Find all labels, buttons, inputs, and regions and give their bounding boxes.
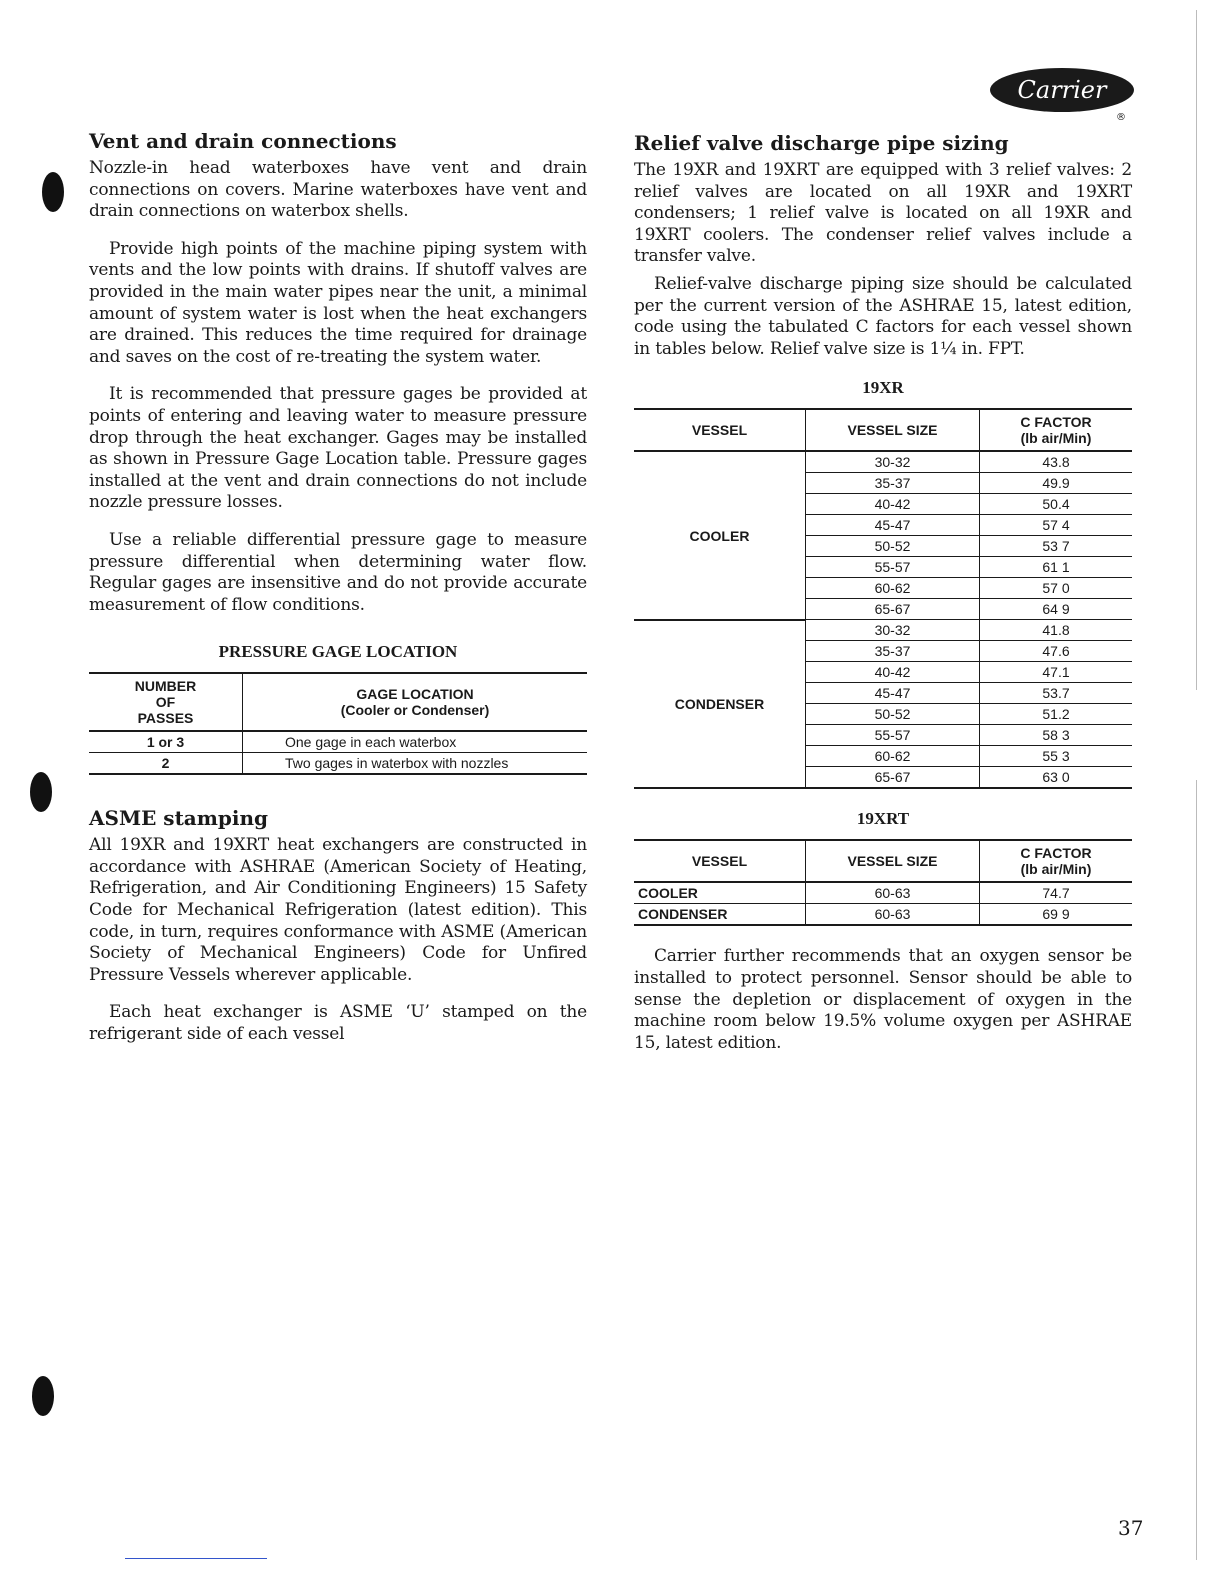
gage-table-header-passes: NUMBER OF PASSES (89, 673, 243, 731)
location-cell: Two gages in waterbox with nozzles (243, 753, 588, 775)
c-factor-cell: 43.8 (980, 451, 1133, 473)
size-cell: 45-47 (806, 683, 980, 704)
size-cell: 60-62 (806, 746, 980, 767)
size-cell: 40-42 (806, 662, 980, 683)
vessel-cell: COOLER (634, 882, 806, 904)
c-factor-cell: 49.9 (980, 473, 1133, 494)
page-number: 37 (1118, 1516, 1144, 1540)
binder-hole-top (42, 172, 64, 212)
binder-hole-bottom (32, 1376, 54, 1416)
relief-paragraph-2: Relief-valve discharge piping size should be calculated per the current version of the ASHRAE 15, latest edition, code using the tabulated C factors for each vessel shown in tables below. Relief valve size is 1¼ in. FPT. (634, 273, 1132, 359)
table-row (634, 904, 1132, 926)
passes-cell: 2 (89, 753, 243, 775)
left-column (89, 128, 587, 1062)
table-row (634, 451, 1132, 473)
c-factor-cell: 47.6 (980, 641, 1133, 662)
size-cell: 55-57 (806, 725, 980, 746)
header-c-factor: C FACTOR (lb air/Min) (980, 840, 1133, 882)
page-edge-line (1196, 10, 1197, 690)
table-19xr-title: 19XR (862, 378, 904, 398)
size-cell: 60-63 (806, 882, 980, 904)
vent-paragraph-2: Provide high points of the machine piping system with vents and the low points with drains. If shutoff valves are provided in the main water pipes near the unit, a minimal amount of system water is lost when the heat exchangers are drained. This reduces the time required for drainage and saves on the cost of re-treating the system water. (89, 238, 587, 367)
size-cell: 35-37 (806, 473, 980, 494)
table-row (634, 620, 1132, 641)
size-cell: 45-47 (806, 515, 980, 536)
vent-paragraph-3: It is recommended that pressure gages be provided at points of entering and leaving water to measure pressure drop through the heat exchanger. Gages may be installed as shown in Pressure Gage Location table. Pressure gages installed at the vent and drain connections do not include nozzle pressure losses. (89, 384, 587, 513)
size-cell: 35-37 (806, 641, 980, 662)
c-factor-cell: 57 0 (980, 578, 1133, 599)
cooler-vessel-cell: COOLER (634, 451, 806, 620)
header-vessel: VESSEL (634, 840, 806, 882)
binder-hole-middle (30, 772, 52, 812)
table-19xr (634, 408, 1132, 789)
bottom-rule (125, 1558, 267, 1559)
gage-table-title: PRESSURE GAGE LOCATION (218, 642, 458, 662)
c-factor-cell: 41.8 (980, 620, 1133, 641)
c-factor-cell: 47.1 (980, 662, 1133, 683)
size-cell: 65-67 (806, 767, 980, 789)
location-cell: One gage in each waterbox (243, 731, 588, 753)
size-cell: 50-52 (806, 536, 980, 557)
logo-text: Carrier (1017, 76, 1107, 104)
passes-cell: 1 or 3 (89, 731, 243, 753)
vent-paragraph-1: Nozzle-in head waterboxes have vent and drain connections on covers. Marine waterboxes have vent and drain connections on waterbox shells. (89, 158, 587, 222)
c-factor-cell: 64 9 (980, 599, 1133, 620)
c-factor-cell: 58 3 (980, 725, 1133, 746)
size-cell: 60-63 (806, 904, 980, 926)
size-cell: 60-62 (806, 578, 980, 599)
size-cell: 55-57 (806, 557, 980, 578)
c-factor-cell: 61 1 (980, 557, 1133, 578)
asme-heading: ASME stamping (89, 806, 269, 831)
size-cell: 40-42 (806, 494, 980, 515)
size-cell: 65-67 (806, 599, 980, 620)
gage-table-header-location: GAGE LOCATION (Cooler or Condenser) (243, 673, 588, 731)
c-factor-cell: 53.7 (980, 683, 1133, 704)
c-factor-cell: 51.2 (980, 704, 1133, 725)
pressure-gage-table (89, 672, 587, 775)
c-factor-cell: 74.7 (980, 882, 1133, 904)
c-factor-cell: 50.4 (980, 494, 1133, 515)
header-c-factor: C FACTOR (lb air/Min) (980, 409, 1133, 451)
asme-paragraph-2: Each heat exchanger is ASME ‘U’ stamped on the refrigerant side of each vessel (89, 1002, 587, 1045)
c-factor-cell: 55 3 (980, 746, 1133, 767)
logo-registered: ® (1116, 112, 1126, 122)
c-factor-cell: 53 7 (980, 536, 1133, 557)
c-factor-cell: 63 0 (980, 767, 1133, 789)
asme-paragraph-1: All 19XR and 19XRT heat exchangers are constructed in accordance with ASHRAE (American Society of Heating, Refrigeration, and Air Conditioning Engineers) 15 Safety Code for Mechanical Refrigeration (latest edition). This code, in turn, requires conformance with ASME (American Society of Mechanical Engineers) Code for Unfired Pressure Vessels wherever applicable. (89, 835, 587, 985)
header-vessel-size: VESSEL SIZE (806, 409, 980, 451)
relief-paragraph-1: The 19XR and 19XRT are equipped with 3 relief valves: 2 relief valves are located on all 19XR and 19XRT condensers; 1 relief valve is located on all 19XR and 19XRT coolers. The condenser relief valves include a transfer valve. (634, 160, 1132, 267)
table-19xrt-title: 19XRT (856, 809, 910, 829)
vent-heading: Vent and drain connections (89, 129, 397, 153)
table-19xrt (634, 839, 1132, 926)
vessel-cell: CONDENSER (634, 904, 806, 926)
page-edge-line (1196, 780, 1197, 1560)
size-cell: 30-32 (806, 451, 980, 473)
table-row (89, 731, 587, 753)
carrier-logo (988, 66, 1138, 122)
oxygen-paragraph: Carrier further recommends that an oxygen sensor be installed to protect personnel. Sensor should be able to sense the depletion or displacement of oxygen in the machine room below 19.5% volume oxygen per ASHRAE 15, latest edition. (634, 946, 1132, 1053)
c-factor-cell: 57 4 (980, 515, 1133, 536)
header-vessel: VESSEL (634, 409, 806, 451)
header-vessel-size: VESSEL SIZE (806, 840, 980, 882)
relief-heading: Relief valve discharge pipe sizing (634, 131, 1009, 155)
table-row (89, 753, 587, 775)
size-cell: 50-52 (806, 704, 980, 725)
right-column (634, 130, 1132, 1070)
c-factor-cell: 69 9 (980, 904, 1133, 926)
vent-paragraph-4: Use a reliable differential pressure gage to measure pressure differential when determining water flow. Regular gages are insensitive and do not provide accurate measurement of flow conditions. (89, 529, 587, 615)
size-cell: 30-32 (806, 620, 980, 641)
table-row (634, 882, 1132, 904)
condenser-vessel-cell: CONDENSER (634, 620, 806, 789)
